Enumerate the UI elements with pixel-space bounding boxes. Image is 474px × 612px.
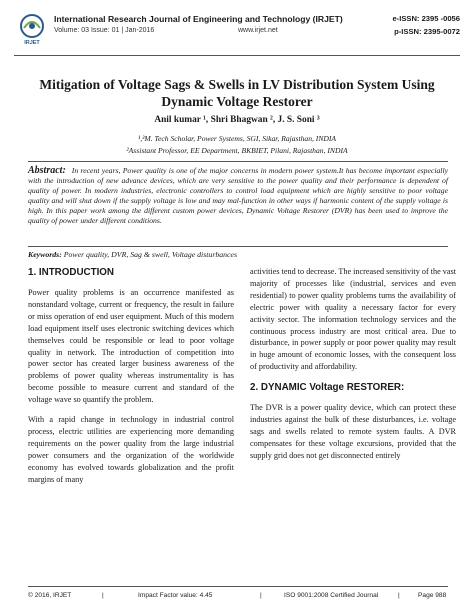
footer-separator: | — [398, 592, 400, 599]
keywords-text: Power quality, DVR, Sag & swell, Voltage disturbances — [63, 250, 238, 259]
dvr-paragraph-1: The DVR is a power quality device, which can protect these industries against the bulk of these disturbances, i.e. voltage sags and swells related to remote system faults. A DVR compensates for these voltage excursions, provided that the supply grid does not get disconnected entirely — [250, 403, 456, 460]
abstract-label: Abstract: — [28, 165, 66, 176]
dvr-heading: 2. DYNAMIC Voltage RESTORER: — [250, 382, 405, 394]
footer-page-number: Page 988 — [418, 592, 447, 599]
right-column — [250, 266, 456, 470]
intro-paragraph-1: Power quality problems is an occurrence manifested as nonstandard voltage, current or frequency, the result in failure or miss operation of end user equipment. Much of this modern load equipment itself uses electronic switching devices which themselves could be responsible or lead to poor voltage quality in network. The introduction of competition into power sector has created larger business awareness of the problems of power quality whereas instrumentality is has become possible to measure current and standard of the voltage wave so quantify the problem. — [28, 288, 234, 405]
abstract — [28, 166, 448, 227]
journal-header — [14, 10, 460, 54]
footer-separator: | — [260, 592, 262, 599]
intro-heading: 1. INTRODUCTION — [28, 267, 114, 278]
affiliation-1: ¹,³M. Tech Scholar, Power Systems, SGI, Sikar, Rajasthan, INDIA — [137, 134, 337, 143]
left-column — [28, 266, 234, 494]
abstract-divider-bottom — [28, 246, 448, 247]
page-footer — [28, 592, 448, 602]
footer-copyright: © 2016, IRJET — [28, 592, 72, 599]
footer-divider — [28, 586, 448, 587]
logo-text: IRJET — [24, 40, 40, 46]
intro-paragraph-3: activities tend to decrease. The increased sensitivity of the vast majority of processes like (industrial, services and even residential) to power quality problems turns the availability of electric power with quality a necessary factor for every activity sector. The information technology services and the continuous process industry are most critical area. Due to disturbance, in power supply or poor power quality may result in huge amount of economic losses, with the consequent loss of productivity and affordability. — [250, 267, 456, 372]
header-divider — [14, 55, 460, 56]
intro-paragraph-2: With a rapid change in technology in industrial control process, electric utilities are experiencing more demanding requirements on the power quality from the large industrial power consumers and the organization of the worldwide economy has evolved towards globalization and the profit margins of many — [28, 415, 234, 484]
paper-title: Mitigation of Voltage Sags & Swells in LV Distribution System Using Dynamic Voltage Restorer — [39, 77, 435, 109]
keywords — [28, 250, 448, 259]
e-issn: e-ISSN: 2395 -0056 — [392, 14, 460, 23]
paper-authors: Anil kumar ¹, Shri Bhagwan ², J. S. Soni ³ — [154, 115, 320, 125]
p-issn: p-ISSN: 2395-0072 — [394, 27, 460, 36]
footer-iso: ISO 9001:2008 Certified Journal — [284, 592, 379, 599]
journal-title: International Research Journal of Engineering and Technology (IRJET) — [54, 14, 343, 24]
volume-issue: Volume: 03 Issue: 01 | Jan-2016 — [54, 27, 155, 34]
abstract-text: In recent years, Power quality is one of the major concerns in modern power system.It has become important especially with the introduction of new advance devices, which are very sensitive to the power quality and their performance is dependent of quality of power. In modern industries, electronic controllers to control load equipment which are highly sensitive to poor voltage quality and will shut down if the supply voltage is low and may mal-function in other ways if harmonic content of the supply voltage is high. In this paper work among the different custom power devices, Dynamic Voltage Restorer (DVR) has been used to improve the quality of power under different conditions. — [28, 166, 448, 226]
keywords-label: Keywords: — [28, 250, 62, 259]
abstract-divider-top — [28, 161, 448, 162]
footer-impact-factor: Impact Factor value: 4.45 — [138, 592, 213, 599]
footer-separator: | — [102, 592, 104, 599]
affiliation-2: ²Assistant Professor, EE Department, BKBIET, Pilani, Rajasthan, INDIA — [126, 146, 348, 155]
journal-website[interactable]: www.irjet.net — [238, 27, 278, 34]
